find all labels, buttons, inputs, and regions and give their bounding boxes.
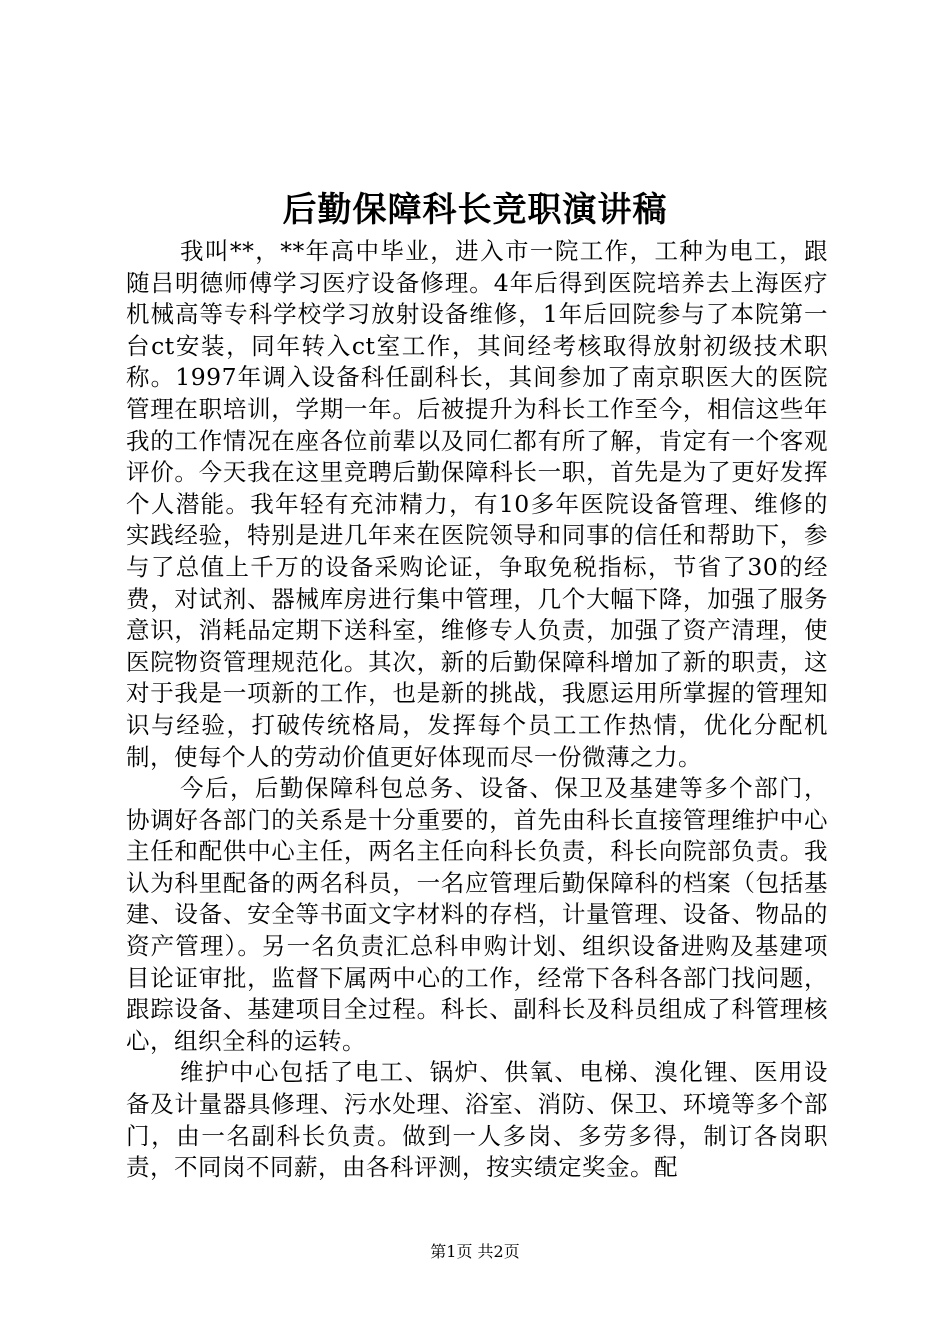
document-body (126, 236, 828, 1184)
document-title: 后勤保障科长竞职演讲稿 (282, 190, 668, 230)
paragraph-2: 今后，后勤保障科包总务、设备、保卫及基建等多个部门，协调好各部门的关系是十分重要的，首先由科长直接管理维护中心主任和配供中心主任，两名主任向科长负责，科长向院部负责。我认为科里配备的两名科员，一名应管理后勤保障科的档案（包括基建、设备、安全等书面文字材料的存档，计量管理、设备、物品的资产管理）。另一名负责汇总科申购计划、组织设备进购及基建项目论证审批，监督下属两中心的工作，经常下各科各部门找问题，跟踪设备、基建项目全过程。科长、副科长及科员组成了科管理核心，组织全科的运转。 (126, 774, 828, 1055)
page-number-indicator: 第1页 共2页 (430, 1242, 520, 1261)
paragraph-3: 维护中心包括了电工、锅炉、供氧、电梯、溴化锂、医用设备及计量器具修理、污水处理、浴室、消防、保卫、环境等多个部门，由一名副科长负责。做到一人多岗、多劳多得，制订各岗职责，不同岗不同薪，由各科评测，按实绩定奖金。配 (126, 1058, 828, 1182)
paragraph-1: 我叫**，**年高中毕业，进入市一院工作，工种为电工，跟随吕明德师傅学习医疗设备修理。4年后得到医院培养去上海医疗机械高等专科学校学习放射设备维修，1年后回院参与了本院第一台ct安装，同年转入ct室工作，其间经考核取得放射初级技术职称。1997年调入设备科任副科长，其间参加了南京职医大的医院管理在职培训，学期一年。后被提升为科长工作至今，相信这些年我的工作情况在座各位前辈以及同仁都有所了解，肯定有一个客观评价。今天我在这里竞聘后勤保障科长一职，首先是为了更好发挥个人潜能。我年轻有充沛精力，有10多年医院设备管理、维修的实践经验，特别是进几年来在医院领导和同事的信任和帮助下，参与了总值上千万的设备采购论证，争取免税指标，节省了30的经费，对试剂、器械库房进行集中管理，几个大幅下降，加强了服务意识，消耗品定期下送科室，维修专人负责，加强了资产清理，使医院物资管理规范化。其次，新的后勤保障科增加了新的职责，这对于我是一项新的工作，也是新的挑战，我愿运用所掌握的管理知识与经验，打破传统格局，发挥每个员工工作热情，优化分配机制，使每个人的劳动价值更好体现而尽一份微薄之力。 (126, 237, 828, 771)
page-footer (0, 1240, 950, 1264)
